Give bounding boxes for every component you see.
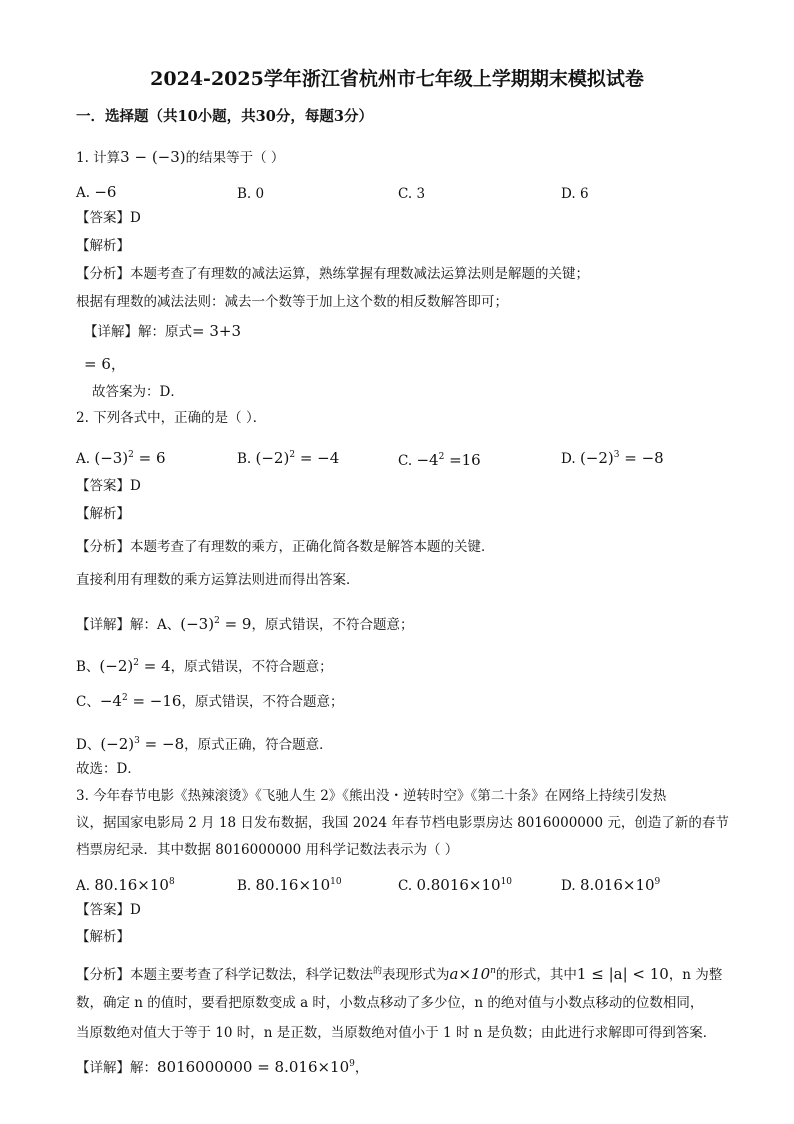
question-1-analysis-1: 【分析】本题考查了有理数的减法运算，熟练掌握有理数减法运算法则是解题的关键； — [76, 266, 589, 282]
question-1-option-c: C. 3 — [398, 186, 426, 202]
question-2-option-a: A. $(-3)^2 = 6$ — [76, 449, 166, 467]
question-2-analysis-label: 【解析】 — [76, 506, 130, 522]
question-1-detail-2: = 6， — [84, 355, 126, 373]
question-3-stem-1: 3. 今年春节电影《热辣滚烫》《飞驰人生 2》《熊出没・逆转时空》《第二十条》在网络上持续引发热 — [76, 788, 667, 804]
question-3-analysis-2: 数，确定 n 的值时，要看把原数变成 a 时，小数点移动了多少位，n 的绝对值与小数点移动的位数相同， — [76, 995, 704, 1011]
question-2-analysis-1: 【分析】本题考查了有理数的乘方，正确化简各数是解答本题的关键． — [76, 539, 495, 555]
question-3-analysis-label: 【解析】 — [76, 929, 130, 945]
question-2-detail-a: 【详解】解：A、$(-3)^2 = 9$，原式错误，不符合题意； — [76, 615, 414, 633]
question-1-conclusion: 故答案为：D． — [92, 384, 184, 400]
question-2-option-d: D. $(-2)^3 = -8$ — [561, 449, 664, 467]
question-3-analysis-1: 【分析】本题主要考查了科学记数法，科学记数法$^的$表现形式为$a\times 10^n$的形式，其中1 ≤ |a| < 10，n 为整 — [76, 965, 723, 983]
question-2-answer: 【答案】D — [76, 478, 141, 494]
question-1-detail: 【详解】解：原式= 3+3 — [84, 322, 241, 340]
question-1-option-b: B. 0 — [237, 186, 265, 202]
question-2-stem: 2. 下列各式中，正确的是（ ）． — [76, 410, 267, 426]
question-3-option-c: C. $0.8016\times 10^{10}$ — [398, 876, 513, 894]
question-1-stem-tail: 的结果等于（ ） — [185, 150, 285, 166]
question-3-option-d: D. $8.016\times 10^9$ — [561, 876, 661, 894]
question-3-answer: 【答案】D — [76, 902, 141, 918]
question-3-stem-2: 议，据国家电影局 2 月 18 日发布数据，我国 2024 年春节档电影票房达 8016000000 元，创造了新的春节 — [76, 815, 729, 831]
section-heading-multiple-choice: 一．选择题（共10小题，共30分，每题3分） — [76, 108, 373, 125]
question-1-stem — [76, 148, 284, 167]
page-title: 2024-2025学年浙江省杭州市七年级上学期期末模拟试卷 — [150, 68, 644, 90]
question-3-stem-3: 档票房纪录．其中数据 8016000000 用科学记数法表示为（ ） — [76, 842, 459, 858]
question-2-detail-c: C、$-4^2 = -16$，原式错误，不符合题意； — [76, 692, 344, 710]
question-2-option-b: B. $(-2)^2 = -4$ — [237, 449, 340, 467]
question-2-conclusion: 故选：D． — [76, 761, 141, 777]
question-1-detail-expression: = 3+3 — [192, 322, 241, 340]
question-2-option-c: C. $-4^2 =16$ — [398, 451, 481, 469]
question-3-option-b: B. $80.16\times 10^{10}$ — [237, 876, 342, 894]
question-1-analysis-2: 根据有理数的减法法则：减去一个数等于加上这个数的相反数解答即可； — [76, 294, 508, 310]
question-3-detail: 【详解】解：$8016000000 = 8.016\times 10^9$， — [76, 1058, 369, 1076]
question-2-detail-d: D、$(-2)^3 = -8$，原式正确，符合题意． — [76, 735, 333, 753]
question-1-option-d: D. 6 — [561, 186, 589, 202]
question-1-stem-text: 1. 计算 — [76, 150, 121, 166]
question-1-analysis-label: 【解析】 — [76, 238, 130, 254]
question-1-expression: 3 − (−3) — [120, 148, 186, 166]
question-2-analysis-2: 直接利用有理数的乘方运算法则进而得出答案． — [76, 572, 360, 588]
question-1-answer: 【答案】D — [76, 210, 141, 226]
question-1-option-a: A. −6 — [76, 183, 117, 201]
question-3-option-a: A. $80.16\times 10^8$ — [76, 876, 175, 894]
question-2-detail-b: B、$(-2)^2 = 4$，原式错误，不符合题意； — [76, 657, 333, 675]
question-3-analysis-3: 当原数绝对值大于等于 10 时，n 是正数，当原数绝对值小于 1 时 n 是负数；由此进行求解即可得到答案． — [76, 1025, 717, 1041]
